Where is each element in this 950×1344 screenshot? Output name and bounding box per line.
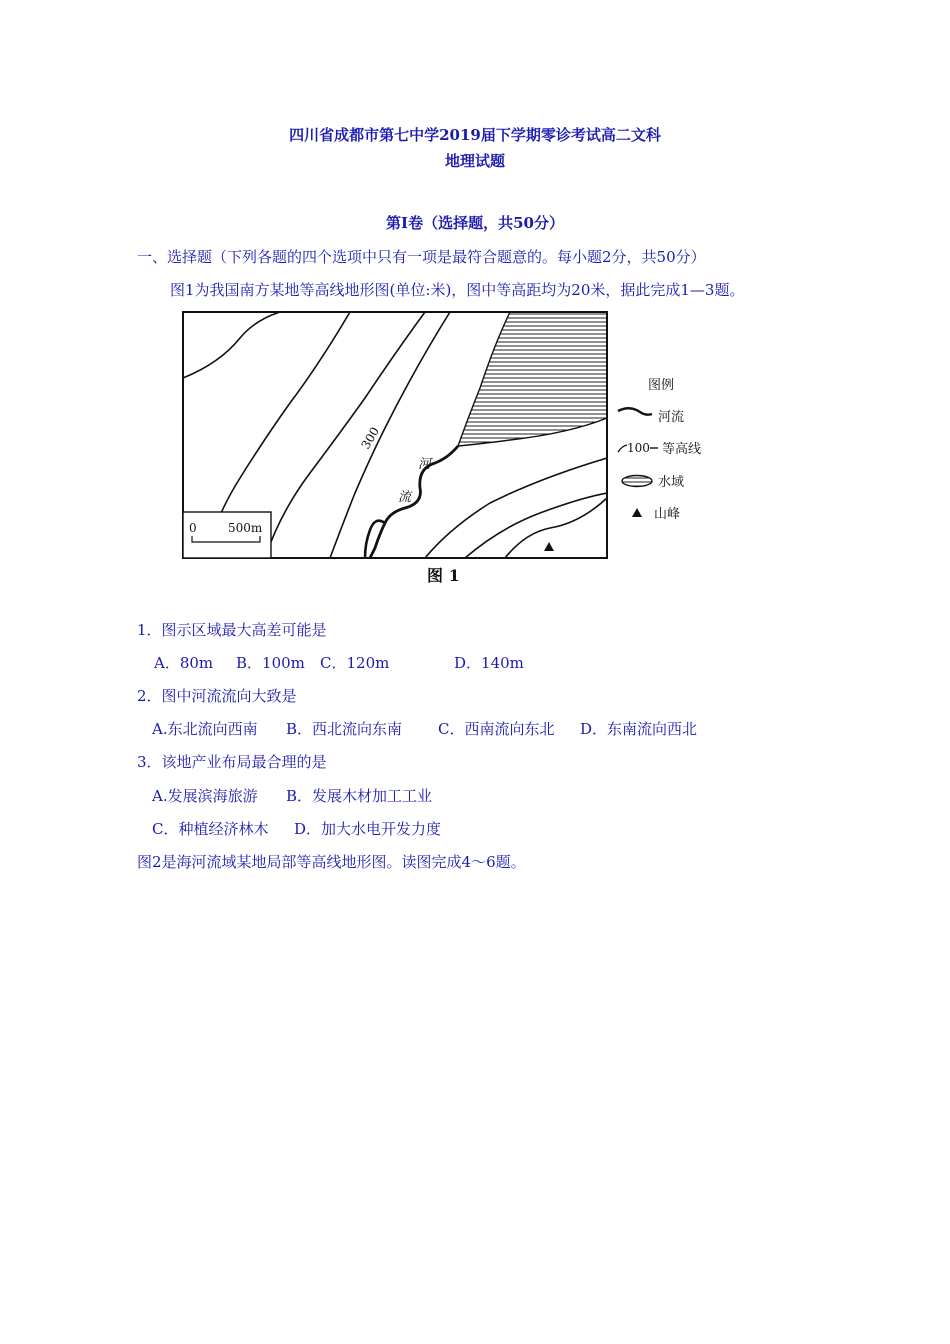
question-3-option-a: A.发展滨海旅游 [152, 787, 258, 805]
exam-title: 四川省成都市第七中学2019届下学期零诊考试高二文科 [289, 126, 661, 144]
river-label-char2: 流 [398, 490, 412, 505]
question-2-option-c: C．西南流向东北 [438, 720, 555, 738]
question-2-option-b: B．西北流向东南 [286, 720, 403, 738]
exam-subtitle: 地理试题 [444, 152, 505, 170]
legend-label-contour: 等高线 [662, 442, 702, 457]
question-1-option-c: C．120m [320, 654, 390, 672]
water-area-icon [622, 476, 652, 487]
question-1-option-b: B．100m [236, 654, 305, 672]
question-3-option-c: C．种植经济林木 [152, 820, 269, 838]
peak-triangle-icon [632, 508, 642, 517]
legend-contour-value: 100 [627, 441, 650, 455]
figure2-intro: 图2是海河流域某地局部等高线地形图。读图完成4～6题。 [137, 853, 526, 871]
question-3-option-b: B．发展木材加工工业 [286, 787, 433, 805]
contour-map-figure [180, 308, 720, 593]
question-1-option-a: A．80m [154, 654, 214, 672]
scale-box [183, 512, 271, 558]
question-3-option-d: D．加大水电开发力度 [294, 820, 442, 838]
question-2-option-a: A.东北流向西南 [152, 720, 258, 738]
contour-icon [618, 445, 627, 452]
figure-caption: 图 1 [427, 566, 460, 585]
scale-zero: 0 [189, 521, 197, 535]
legend-label-peak: 山峰 [654, 507, 681, 522]
river-label-char1: 河 [418, 457, 432, 472]
river-line-icon [618, 408, 652, 414]
question-1-option-d: D．140m [454, 654, 524, 672]
question-1-stem: 1．图示区域最大高差可能是 [137, 621, 327, 639]
section-instructions: 一、选择题（下列各题的四个选项中只有一项是最符合题意的。每小题2分，共50分） [137, 248, 706, 266]
question-3-stem: 3．该地产业布局最合理的是 [137, 753, 327, 771]
legend-title: 图例 [648, 378, 675, 393]
contour-value-label: 300 [358, 424, 383, 452]
legend-label-water: 水域 [658, 475, 685, 490]
scale-distance: 500m [228, 521, 263, 535]
question-2-stem: 2．图中河流流向大致是 [137, 687, 297, 705]
legend-label-river: 河流 [658, 410, 685, 425]
section-heading: 第Ⅰ卷（选择题，共50分） [386, 214, 564, 232]
question-2-option-d: D．东南流向西北 [580, 720, 698, 738]
figure1-intro: 图1为我国南方某地等高线地形图(单位:米)，图中等高距均为20米，据此完成1—3题。 [170, 281, 745, 299]
